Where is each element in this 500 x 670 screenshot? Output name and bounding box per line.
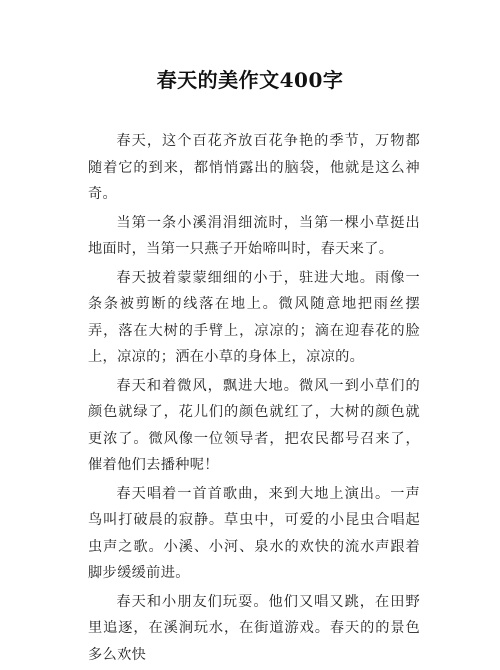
- paragraph: 春天唱着一首首歌曲，来到大地上演出。一声鸟叫打破晨的寂静。草虫中，可爱的小昆虫合唱起虫声之歌。小溪、小河、泉水的欢快的流水声跟着脚步缓缓前进。: [88, 485, 420, 581]
- paragraph: 春天和着微风，飘进大地。微风一到小草们的颜色就绿了，花儿们的颜色就红了，大树的颜色就更浓了。微风像一位领导者，把农民都号召来了，催着他们去播种呢！: [88, 377, 420, 473]
- paragraph: 春天和小朋友们玩耍。他们又唱又跳，在田野里追逐，在溪涧玩水，在街道游戏。春天的的景色多么欢快: [88, 593, 420, 663]
- paragraph: 春天披着蒙蒙细细的小于，驻进大地。雨像一条条被剪断的线落在地上。微风随意地把雨丝摆弄，落在大树的手臂上，凉凉的；滴在迎春花的脸上，凉凉的；洒在小草的身体上，凉凉的。: [88, 269, 420, 365]
- article-title: 春天的美作文400字: [156, 68, 344, 92]
- paragraph: 春天，这个百花齐放百花争艳的季节，万物都随着它的到来，都悄悄露出的脑袋，他就是这么神奇。: [88, 133, 420, 202]
- paragraph: 当第一条小溪涓涓细流时，当第一棵小草挺出地面时，当第一只燕子开始啼叫时，春天来了。: [88, 214, 420, 257]
- article-body: [88, 128, 420, 670]
